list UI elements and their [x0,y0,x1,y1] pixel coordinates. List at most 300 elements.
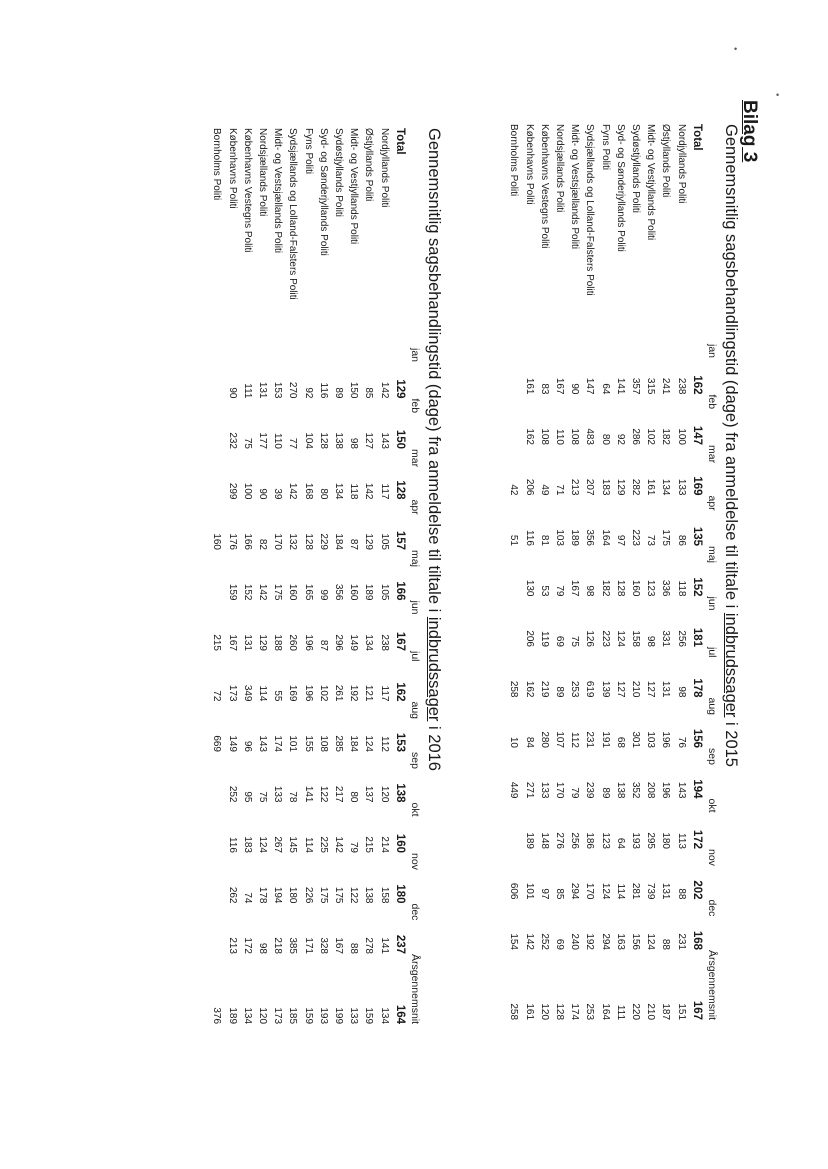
month-value-cell: 102 [645,428,657,445]
district-name: Bornholms Politi [211,128,223,201]
month-value-cell: 328 [317,937,329,954]
month-value-cell: 72 [211,690,223,702]
month-value-cell: 166 [393,581,406,601]
month-header: aug [706,697,718,716]
month-value-cell: 80 [599,433,611,445]
month-header: mar [706,445,718,464]
table-2016-title [422,128,443,1024]
month-value-cell: 86 [675,534,687,546]
month-value-cell: 110 [553,429,565,445]
month-value-cell: 112 [569,732,581,748]
year-average-cell: 151 [675,1003,687,1021]
district-name: Nordjyllands Politi [675,124,687,204]
month-value-cell: 162 [523,428,535,445]
month-value-cell: 116 [226,837,238,853]
month-value-cell: 98 [645,635,657,647]
month-value-cell: 169 [287,684,299,702]
month-value-cell: 145 [287,836,299,853]
scan-speck: • [734,44,738,54]
table-row [209,128,224,1024]
month-value-cell [209,904,224,955]
month-value-cell: 214 [378,836,390,853]
month-value-cell: 80 [348,791,360,803]
month-value-cell: 114 [302,837,314,853]
district-name: Sydøstjyllands Politi [332,128,344,217]
month-value-cell: 100 [241,482,253,500]
year-average-cell: 159 [302,1007,314,1025]
title-text: i 2016 [425,721,443,771]
month-value-cell: 122 [317,785,329,803]
month-value-cell: 150 [393,429,406,449]
month-value-cell: 105 [378,583,390,601]
month-value-cell: 175 [332,886,344,904]
month-value-cell: 118 [675,580,687,597]
month-value-cell: 101 [523,882,535,900]
month-value-cell: 189 [363,583,375,601]
month-value-cell: 113 [675,833,687,849]
month-value-cell: 143 [675,781,687,799]
table-2015 [506,124,740,1020]
month-value-cell: 141 [378,937,390,954]
month-value-cell: 131 [256,381,268,399]
month-value-cell: 282 [629,478,641,496]
month-value-cell: 112 [378,736,390,752]
month-value-cell: 131 [660,882,672,900]
month-value-cell: 356 [332,583,344,601]
month-value-cell: 237 [393,934,406,954]
district-name: Sydøstjyllands Politi [629,124,641,213]
month-value-cell: 178 [256,886,268,904]
month-value-cell: 133 [538,781,550,799]
month-value-cell: 117 [378,685,390,702]
year-average-cell: 111 [614,1004,626,1021]
month-header: jan [409,348,421,363]
month-value-cell: 207 [584,478,596,496]
month-value-cell: 295 [645,832,657,849]
year-average-cell: 210 [645,1003,657,1021]
month-value-cell: 160 [211,533,223,550]
table-row [567,124,582,1020]
month-value-cell: 138 [614,781,626,799]
month-value-cell: 183 [241,836,253,853]
month-value-cell: 127 [614,680,626,698]
month-value-cell: 241 [660,377,672,395]
month-value-cell: 76 [675,736,687,748]
month-value-cell: 89 [332,387,344,399]
month-value-cell: 88 [660,938,672,950]
month-value-cell: 92 [302,387,314,399]
month-value-cell: 206 [523,478,535,496]
month-value-cell: 153 [272,381,284,399]
year-average-cell: 258 [508,1003,520,1021]
year-average-header: Årsgennemsnit [409,954,421,1025]
month-value-cell: 175 [660,529,672,546]
month-value-cell: 110 [272,433,284,449]
month-value-cell: 133 [675,478,687,496]
month-value-cell: 99 [317,589,329,601]
month-value-cell: 134 [363,634,375,651]
month-value-cell: 349 [241,684,253,702]
month-value-cell: 121 [363,684,375,702]
year-average-cell: 199 [332,1007,344,1025]
month-value-cell: 64 [614,837,626,849]
month-value-cell: 75 [256,791,268,803]
month-value-cell: 104 [302,432,314,449]
month-value-cell: 129 [256,634,268,651]
month-value-cell: 118 [348,483,360,500]
month-value-cell: 135 [690,526,703,546]
district-name: Total [690,124,703,151]
month-value-cell: 483 [584,428,596,445]
table-row [240,128,255,1024]
month-value-cell: 739 [645,882,657,900]
month-header: jun [409,600,421,615]
month-value-cell: 131 [660,680,672,698]
bilag-heading: Bilag 3 [739,100,760,163]
month-value-cell: 87 [348,538,360,550]
month-header: okt [409,802,421,817]
month-header: dec [409,903,421,921]
month-value-cell: 89 [599,787,611,799]
total-row [689,124,704,1020]
month-value-cell: 127 [645,680,657,698]
month-value-cell: 130 [523,579,535,597]
table-row [346,128,361,1024]
month-value-cell: 147 [584,377,596,395]
month-value-cell: 149 [226,735,238,752]
month-value-cell: 142 [256,583,268,601]
month-value-cell: 180 [393,884,406,904]
district-name: Midt- og Vestsjællands Politi [569,124,581,250]
month-value-cell: 64 [599,383,611,395]
month-value-cell: 123 [645,579,657,597]
month-value-cell: 315 [645,377,657,395]
table-row [224,128,239,1024]
month-value-cell: 232 [226,432,238,449]
table-row [658,124,673,1020]
month-value-cell: 225 [317,836,329,853]
month-value-cell [209,550,224,601]
month-value-cell: 213 [226,937,238,954]
month-value-cell: 108 [317,735,329,752]
month-value-cell: 129 [393,379,406,399]
month-value-cell: 191 [599,731,611,748]
district-name: Sydsjællands og Lolland-Falsters Politi [287,128,299,300]
month-value-cell: 161 [645,478,657,496]
month-value-cell: 157 [393,530,406,550]
month-value-cell: 127 [363,432,375,449]
district-name: Syd- og Sønderjyllands Politi [317,128,329,256]
month-value-cell: 138 [393,783,406,803]
year-average-cell: 253 [584,1003,596,1021]
month-value-cell: 160 [287,583,299,601]
district-name: Østjyllands Politi [363,128,375,202]
year-average-cell: 164 [393,1004,406,1025]
month-value-cell: 160 [629,579,641,597]
month-value-cell: 217 [332,785,344,803]
month-value-cell: 170 [272,533,284,550]
month-value-cell: 81 [538,534,550,546]
month-value-cell: 124 [256,836,268,853]
month-value-cell: 142 [378,381,390,399]
month-value-cell: 158 [378,886,390,904]
month-value-cell: 89 [553,686,565,698]
month-header: apr [409,499,421,515]
month-value-cell: 137 [363,785,375,803]
month-value-cell: 159 [226,583,238,601]
month-header: mar [409,449,421,468]
month-value-cell: 258 [508,680,520,698]
month-value-cell: 196 [302,684,314,702]
month-value-cell: 85 [553,888,565,900]
month-value-cell: 75 [241,437,253,449]
month-value-cell: 103 [645,731,657,748]
month-value-cell: 184 [332,533,344,550]
month-value-cell: 134 [660,478,672,496]
month-value-cell [209,803,224,854]
month-value-cell: 166 [241,533,253,550]
month-value-cell: 176 [226,533,238,550]
district-name: Midt- og Vestjyllands Politi [348,128,360,245]
header-row [407,128,422,1024]
month-value-cell: 173 [226,684,238,702]
month-value-cell: 171 [302,937,314,954]
month-value-cell [506,799,521,850]
month-value-cell: 270 [287,381,299,399]
title-text: i 2015 [722,717,740,767]
month-value-cell: 182 [599,579,611,597]
month-value-cell: 141 [614,377,626,395]
month-header: apr [706,495,718,511]
month-value-cell: 90 [569,383,581,395]
month-value-cell: 114 [614,883,626,900]
table-row [285,128,300,1024]
month-value-cell: 120 [378,785,390,803]
district-name: Total [393,128,406,155]
month-header: sep [706,748,718,765]
table-header [704,124,719,1020]
month-value-cell: 175 [272,583,284,601]
month-value-cell: 180 [287,886,299,904]
month-value-cell: 169 [690,476,703,496]
month-value-cell: 196 [660,731,672,748]
month-value-cell: 134 [332,482,344,500]
month-value-cell [506,344,521,395]
year-average-cell: 185 [287,1007,299,1025]
month-header: jun [706,596,718,611]
month-value-cell: 111 [241,383,253,399]
month-value-cell: 238 [675,377,687,395]
month-value-cell: 95 [241,791,253,803]
table-2015-title [719,124,740,1020]
table-row [506,124,521,1020]
month-header: jan [706,344,718,359]
header-cell-empty [407,128,422,348]
month-value-cell: 103 [553,529,565,546]
table-row [552,124,567,1020]
month-value-cell: 252 [538,933,550,950]
month-value-cell [209,449,224,500]
table-row [361,128,376,1024]
table-row [521,124,536,1020]
month-value-cell: 53 [538,585,550,597]
month-value-cell: 167 [569,579,581,597]
month-value-cell: 178 [690,678,703,698]
district-name: Midt- og Vestsjællands Politi [272,128,284,254]
month-value-cell: 84 [523,736,535,748]
table-row [270,128,285,1024]
month-value-cell: 215 [211,634,223,651]
month-value-cell: 156 [629,933,641,950]
table-row [316,128,331,1024]
district-name: Nordsjællands Politi [553,124,565,213]
month-value-cell: 231 [675,933,687,950]
month-value-cell: 189 [569,529,581,546]
month-value-cell: 124 [599,882,611,900]
year-average-cell: 193 [317,1007,329,1025]
month-value-cell: 183 [599,478,611,496]
table-2016 [209,128,443,1024]
month-value-cell: 356 [584,529,596,546]
month-value-cell: 158 [629,630,641,647]
month-value-cell: 88 [675,888,687,900]
month-value-cell: 267 [272,836,284,853]
table-body [209,128,407,1024]
month-value-cell: 108 [538,428,550,445]
month-value-cell: 167 [553,377,565,395]
year-average-cell: 376 [211,1007,223,1025]
month-header: jul [409,651,421,662]
month-value-cell: 276 [553,832,565,849]
month-value-cell: 77 [287,437,299,449]
month-value-cell: 128 [614,579,626,597]
month-value-cell: 119 [538,631,550,647]
month-value-cell: 87 [317,639,329,651]
month-header: maj [409,550,421,567]
month-value-cell: 177 [256,432,268,449]
month-header: feb [706,394,718,410]
month-value-cell: 97 [614,534,626,546]
month-value-cell: 153 [393,732,406,752]
district-name: Syd- og Sønderjyllands Politi [614,124,626,252]
month-value-cell: 124 [645,933,657,950]
table-row [673,124,688,1020]
district-name: Nordjyllands Politi [378,128,390,208]
month-header: nov [706,849,718,866]
month-value-cell: 79 [553,585,565,597]
month-value-cell: 193 [629,832,641,849]
month-value-cell: 202 [690,880,703,900]
month-value-cell: 101 [287,735,299,752]
month-header: okt [706,798,718,813]
month-value-cell: 128 [317,432,329,449]
month-value-cell: 10 [508,736,520,748]
month-value-cell: 162 [523,680,535,698]
district-name: Københavns Vestegns Politi [538,124,550,249]
year-average-cell: 173 [272,1007,284,1025]
month-value-cell: 262 [226,886,238,904]
month-value-cell: 114 [256,685,268,702]
month-value-cell: 148 [538,832,550,849]
year-average-cell: 120 [256,1007,268,1025]
month-value-cell: 261 [332,684,344,702]
month-value-cell: 128 [302,533,314,550]
month-value-cell: 126 [584,630,596,647]
month-header: dec [706,899,718,917]
month-value-cell: 168 [690,930,703,950]
year-average-cell: 174 [569,1003,581,1021]
month-value-cell: 219 [538,680,550,698]
year-average-cell: 128 [553,1003,565,1021]
month-value-cell: 194 [272,886,284,904]
district-name: Midt- og Vestjyllands Politi [645,124,657,241]
month-value-cell: 256 [675,630,687,647]
district-name: Fyns Politi [599,124,611,171]
month-value-cell: 102 [317,684,329,702]
year-average-cell: 187 [660,1003,672,1021]
month-value-cell: 331 [660,630,672,647]
district-name: Fyns Politi [302,128,314,175]
month-value-cell: 215 [363,836,375,853]
month-value-cell: 42 [508,484,520,496]
month-value-cell: 92 [614,433,626,445]
month-value-cell: 90 [226,387,238,399]
table-row [643,124,658,1020]
scan-speck: • [776,90,780,100]
month-value-cell: 218 [272,937,284,954]
month-header: jul [706,647,718,658]
header-cell-empty [704,124,719,344]
month-value-cell: 299 [226,482,238,500]
month-value-cell: 142 [332,836,344,853]
header-row [704,124,719,1020]
month-value-cell: 336 [660,579,672,597]
month-value-cell: 301 [629,731,641,748]
month-value-cell: 156 [690,728,703,748]
year-average-cell: 220 [629,1003,641,1021]
month-value-cell: 142 [523,933,535,950]
month-value-cell: 69 [553,938,565,950]
month-value-cell: 170 [584,882,596,900]
month-value-cell: 162 [690,375,703,395]
district-name: Sydsjællands og Lolland-Falsters Politi [584,124,596,296]
month-value-cell: 116 [523,530,535,546]
month-value-cell: 97 [538,888,550,900]
month-value-cell: 352 [629,781,641,799]
month-value-cell: 194 [690,779,703,799]
month-value-cell: 231 [584,731,596,748]
total-row [392,128,407,1024]
month-value-cell: 167 [393,631,406,651]
month-value-cell: 51 [508,534,520,546]
month-value-cell: 174 [272,735,284,752]
title-text: Gennemsnitlig sagsbehandlingstid (dage) fra anmeldelse til tiltale i [425,128,443,617]
table-header [407,128,422,1024]
month-value-cell: 256 [569,832,581,849]
month-value-cell: 39 [272,488,284,500]
month-value-cell: 138 [363,886,375,904]
year-average-cell: 167 [690,1000,703,1021]
month-value-cell: 669 [211,735,223,752]
month-value-cell: 294 [569,882,581,900]
month-value-cell: 116 [317,382,329,399]
month-value-cell: 142 [363,482,375,500]
month-value-cell: 240 [569,933,581,950]
month-value-cell [506,546,521,597]
month-value-cell: 75 [569,635,581,647]
month-value-cell: 208 [645,781,657,799]
year-average-header: Årsgennemsnit [706,950,718,1021]
